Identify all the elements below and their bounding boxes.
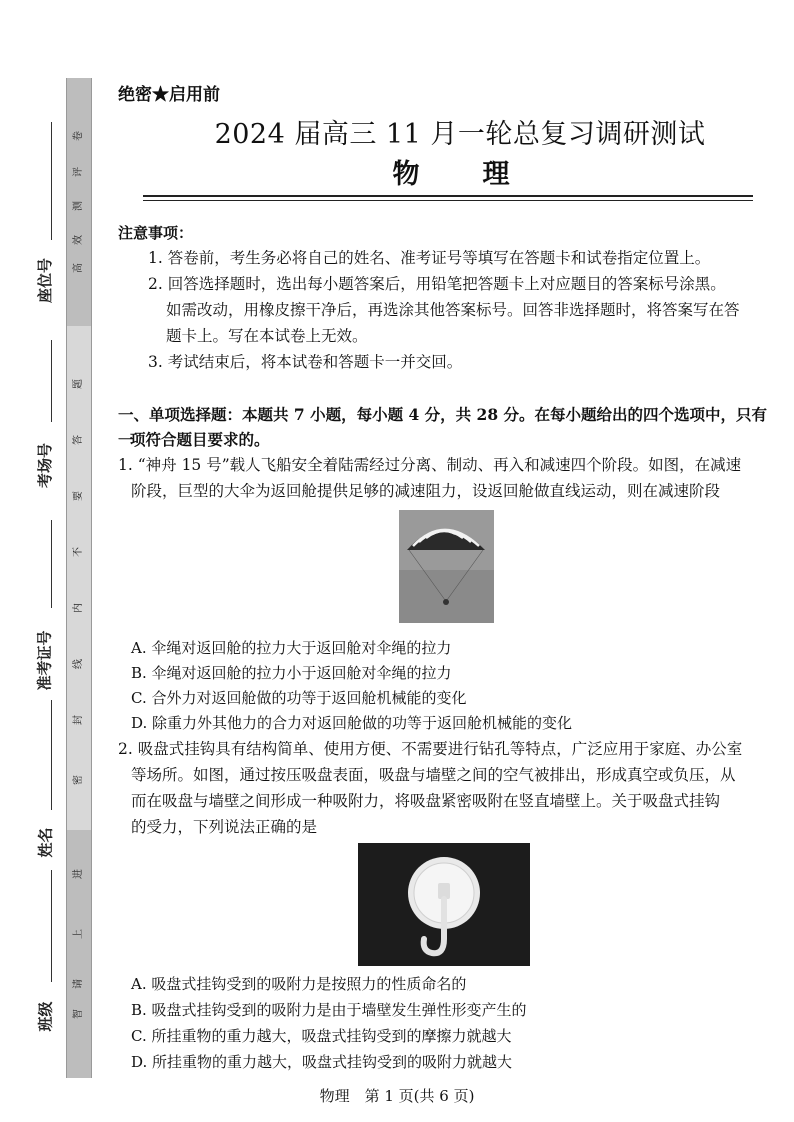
strip-char: 评 (73, 167, 84, 177)
subject-title: 物 理 (392, 159, 528, 190)
question-2-text-cont: 等场所。如图，通过按压吸盘表面，吸盘与墙壁之间的空气被排出，形成真空或负压，从 (131, 766, 736, 784)
exam-room-label: 考场号 (36, 442, 55, 489)
q1-option-d: D. 除重力外其他力的合力对返回舱做的功等于返回舱机械能的变化 (131, 714, 573, 732)
strip-char: 效 (73, 235, 84, 245)
exam-room-line[interactable] (51, 340, 52, 422)
section-heading: 一、单项选择题：本题共 7 小题，每小题 4 分，共 28 分。在每小题给出的四个选项中，只有一 (118, 405, 768, 449)
question-1-text-cont: 阶段，巨型的大伞为返回舱提供足够的减速阻力，设返回舱做直线运动，则在减速阶段 (131, 482, 721, 500)
q2-option-c: C. 所挂重物的重力越大，吸盘式挂钩受到的摩擦力就越大 (131, 1027, 512, 1045)
notice-item: 1. 答卷前，考生务必将自己的姓名、准考证号等填写在答题卡和试卷指定位置上。 (148, 249, 711, 267)
question-1-text: 1. “神舟 15 号”载人飞船安全着陆需经过分离、制动、再入和减速四个阶段。如图，在减速 (118, 456, 742, 474)
q1-option-c: C. 合外力对返回舱做的功等于返回舱机械能的变化 (131, 689, 467, 707)
notice-item-cont: 题卡上。写在本试卷上无效。 (166, 327, 368, 345)
strip-char: 高 (73, 263, 84, 273)
seat-number-line[interactable] (51, 122, 52, 240)
question-2-text-cont: 而在吸盘与墙壁之间形成一种吸附力，将吸盘紧密吸附在竖直墙壁上。关于吸盘式挂钩 (131, 792, 721, 810)
seat-number-label: 座位号 (36, 257, 55, 304)
strip-char: 内 (73, 603, 84, 613)
suction-hook-icon (358, 843, 530, 966)
page-footer: 物理 第 1 页(共 6 页) (319, 1087, 475, 1105)
strip-char: 测 (73, 201, 84, 211)
strip-char: 上 (73, 929, 84, 939)
question-2-text: 2. 吸盘式挂钩具有结构简单、使用方便、不需要进行钻孔等特点，广泛应用于家庭、办公室 (118, 740, 743, 758)
name-label: 姓名 (36, 827, 55, 858)
question-2-text-cont: 的受力，下列说法正确的是 (131, 818, 318, 836)
ticket-number-label: 准考证号 (35, 630, 54, 691)
notice-item: 2. 回答选择题时，选出每小题答案后，用铅笔把答题卡上对应题目的答案标号涂黑。 (148, 275, 726, 293)
parachute-icon (399, 510, 494, 623)
suction-hook-photo (358, 843, 530, 966)
strip-char: 答 (73, 435, 84, 445)
strip-char: 进 (73, 869, 84, 879)
notice-item: 3. 考试结束后，将本试卷和答题卡一并交回。 (148, 353, 463, 371)
notice-heading: 注意事项： (118, 224, 194, 242)
class-label: 班级 (36, 1001, 55, 1032)
q2-option-a: A. 吸盘式挂钩受到的吸附力是按照力的性质命名的 (131, 975, 467, 993)
q1-option-b: B. 伞绳对返回舱的拉力小于返回舱对伞绳的拉力 (131, 664, 452, 682)
strip-char: 不 (73, 547, 84, 557)
strip-char: 智 (73, 1009, 84, 1019)
strip-char: 请 (73, 979, 84, 989)
page-title: 2024 届高三 11 月一轮总复习调研测试 (214, 119, 706, 150)
strip-char: 卷 (73, 131, 84, 141)
strip-char: 封 (73, 715, 84, 725)
name-line[interactable] (51, 700, 52, 810)
section-heading-cont: 项符合题目要求的。 (130, 430, 270, 449)
header-rule-thin (143, 200, 753, 201)
q2-option-b: B. 吸盘式挂钩受到的吸附力是由于墙壁发生弹性形变产生的 (131, 1001, 527, 1019)
strip-char: 题 (73, 379, 84, 389)
class-line[interactable] (51, 870, 52, 982)
q1-option-a: A. 伞绳对返回舱的拉力大于返回舱对伞绳的拉力 (131, 639, 452, 657)
notice-item-cont: 如需改动，用橡皮擦干净后，再选涂其他答案标号。回答非选择题时，将答案写在答 (166, 301, 740, 319)
binding-strip (66, 78, 92, 1078)
confidential-mark: 绝密★启用前 (118, 85, 220, 105)
q2-option-d: D. 所挂重物的重力越大，吸盘式挂钩受到的吸附力就越大 (131, 1053, 513, 1071)
header-rule (143, 195, 753, 197)
ticket-number-line[interactable] (51, 520, 52, 608)
strip-char: 密 (73, 775, 84, 785)
parachute-photo (399, 510, 494, 623)
strip-char: 线 (73, 659, 84, 669)
strip-char: 要 (73, 491, 84, 501)
